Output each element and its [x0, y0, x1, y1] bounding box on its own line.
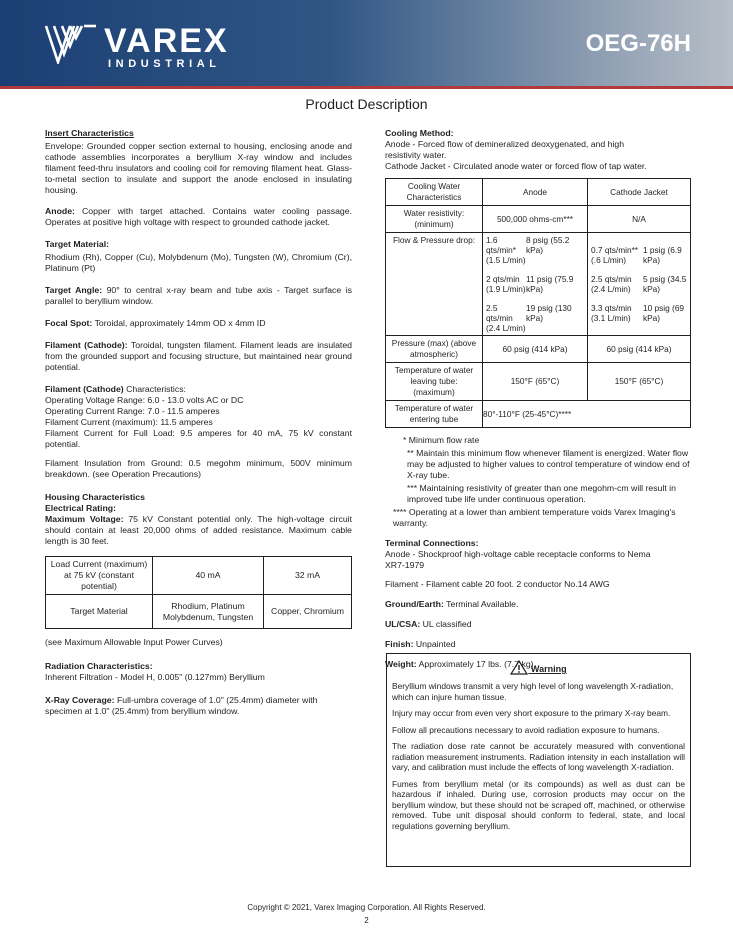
- finish-text: Unpainted: [413, 639, 456, 649]
- table-cell: Rhodium, Platinum Molybdenum, Tungsten: [153, 595, 264, 629]
- focal-spot-label: Focal Spot:: [45, 318, 93, 328]
- table-cell: Target Material: [46, 595, 153, 629]
- table-cell: 150°F (65°C): [483, 363, 588, 401]
- terminal-anode: Anode - Shockproof high-voltage cable receptacle conforms to Nema XR7-1979: [385, 549, 651, 570]
- filament-line: Operating Current Range: 7.0 - 11.5 amperes: [45, 406, 220, 416]
- right-column: [385, 128, 691, 678]
- page-number: 2: [364, 916, 369, 925]
- table-cell: Load Current (maximum) at 75 kV (constant potential): [46, 557, 153, 595]
- flow-value: 2.5 qts/min (2.4 L/min): [486, 303, 526, 333]
- table-cell: 80°-110°F (25-45°C)****: [483, 401, 691, 428]
- housing-heading: Housing Characteristics: [45, 492, 145, 502]
- footnote: **** Operating at a lower than ambient temperature voids Varex Imaging's warranty.: [393, 507, 676, 528]
- anode-flow-cell: [483, 233, 588, 336]
- warning-paragraph: Beryllium windows transmit a very high level of long wavelength X-radiation, which can injure human tissue.: [392, 681, 674, 702]
- table-cell: Flow & Pressure drop:: [386, 233, 483, 336]
- curves-note: (see Maximum Allowable Input Power Curves): [45, 637, 223, 647]
- table-cell: 150°F (65°C): [588, 363, 691, 401]
- table-cell: N/A: [588, 206, 691, 233]
- warning-box: [386, 653, 691, 867]
- cooling-table: [385, 178, 691, 428]
- filament-line: Filament Current for Full Load: 9.5 amperes for 40 mA, 75 kV constant potential.: [45, 428, 352, 449]
- footnotes: [385, 435, 691, 529]
- table-cell: 60 psig (414 kPa): [588, 336, 691, 363]
- table-cell: Pressure (max) (above atmospheric): [386, 336, 483, 363]
- table-header: Anode: [483, 179, 588, 206]
- pressure-value: 5 psig (34.5 kPa): [643, 274, 687, 294]
- pressure-value: 1 psig (6.9 kPa): [643, 245, 682, 265]
- table-row: [386, 363, 691, 401]
- warning-icon: [510, 660, 528, 675]
- table-cell: 500,000 ohms-cm***: [483, 206, 588, 233]
- cathode-flow-cell: [588, 233, 691, 336]
- brand-name: VAREX: [104, 22, 229, 60]
- flow-value: 2.5 qts/min (2.4 L/min): [591, 274, 632, 294]
- warning-title: Warning: [530, 664, 567, 674]
- filament-char-suffix: Characteristics:: [123, 384, 186, 394]
- table-row: [386, 233, 691, 336]
- insert-heading: Insert Characteristics: [45, 128, 134, 138]
- terminal-filament: Filament - Filament cable 20 foot. 2 conductor No.14 AWG: [385, 579, 610, 589]
- max-voltage-label: Maximum Voltage:: [45, 514, 124, 524]
- footnote: * Minimum flow rate: [403, 435, 480, 445]
- page-title: Product Description: [305, 96, 428, 112]
- table-cell: 60 psig (414 kPa): [483, 336, 588, 363]
- table-row: [386, 179, 691, 206]
- target-material-text: Rhodium (Rh), Copper (Cu), Molybdenum (Mo), Tungsten (W), Chromium (Cr), Platinum (Pt): [45, 252, 352, 273]
- table-row: [386, 336, 691, 363]
- left-column: [45, 128, 352, 725]
- table-header: Cathode Jacket: [588, 179, 691, 206]
- target-material-label: Target Material:: [45, 239, 110, 249]
- flow-value: 3.3 qts/min (3.1 L/min): [591, 303, 632, 323]
- warning-paragraph: Injury may occur from even very short exposure to the primary X-ray beam.: [392, 708, 671, 718]
- table-cell: Copper, Chromium: [264, 595, 352, 629]
- focal-spot-text: Toroidal, approximately 14mm OD x 4mm ID: [92, 318, 266, 328]
- table-row: [386, 206, 691, 233]
- flow-value: 0.7 qts/min** (.6 L/min): [591, 245, 639, 265]
- cooling-line: Cathode Jacket - Circulated anode water or forced flow of tap water.: [385, 161, 647, 171]
- table-header: Cooling Water Characteristics: [386, 179, 483, 206]
- finish-label: Finish:: [385, 639, 414, 649]
- table-cell: Water resistivity: (minimum): [386, 206, 483, 233]
- ground-label: Ground/Earth:: [385, 599, 444, 609]
- table-row: [46, 557, 352, 595]
- varex-logo: [44, 22, 252, 72]
- ground-text: Terminal Available.: [443, 599, 519, 609]
- pressure-value: 10 psig (69 kPa): [643, 303, 685, 323]
- copyright: Copyright © 2021, Varex Imaging Corporation. All Rights Reserved.: [247, 903, 486, 912]
- warning-paragraph: Follow all precautions necessary to avoid radiation exposure to humans.: [392, 724, 660, 735]
- table-row: [46, 595, 352, 629]
- filament-label: Filament (Cathode):: [45, 340, 128, 350]
- filament-line: Operating Voltage Range: 6.0 - 13.0 volts AC or DC: [45, 395, 244, 405]
- table-row: [386, 401, 691, 428]
- model-number: OEG-76H: [585, 30, 691, 57]
- filament-char-label: Filament (Cathode): [45, 384, 124, 394]
- varex-logo-icon: [44, 24, 100, 64]
- target-angle-label: Target Angle:: [45, 285, 103, 295]
- table-cell: 40 mA: [153, 557, 264, 595]
- max-voltage-text: 75 kV Constant potential only. The high-voltage circuit should contain at least 20,000 ohms of added resistance. Maximum cable length is 30 feet.: [45, 514, 353, 546]
- terminal-label: Terminal Connections:: [385, 538, 479, 548]
- pressure-value: 8 psig (55.2 kPa): [526, 235, 570, 255]
- table-cell: Temperature of water leaving tube: (maximum): [386, 363, 483, 401]
- xray-text: Full-umbra coverage of 1.0" (25.4mm) diameter with specimen at 1.0" (25.4mm) from beryllium window.: [45, 695, 318, 716]
- xray-label: X-Ray Coverage:: [45, 695, 115, 705]
- weight-text: Approximately 17 lbs. (7.7 kg): [416, 659, 534, 669]
- flow-value: 1.6 qts/min* (1.5 L/min): [486, 235, 526, 265]
- warning-paragraph: Fumes from beryllium metal (or its compounds) as well as dust can be hazardous if inhaled. During use, corrosion products may occur on the beryllium window, but these should not be scraped off, machined, or otherwise removed. Tube unit disposal should conform to federal, state, and local regulations governing beryllium.: [392, 778, 685, 831]
- filament-line: Filament Current (maximum): 11.5 amperes: [45, 417, 213, 427]
- pressure-value: 11 psig (75.9 kPa): [526, 274, 574, 294]
- cooling-label: Cooling Method:: [385, 128, 454, 138]
- radiation-text: Inherent Filtration - Model H, 0.005" (0.127mm) Beryllium: [45, 672, 265, 682]
- header-divider: [0, 86, 733, 89]
- table-cell: Temperature of water entering tube: [386, 401, 483, 428]
- table-cell: 32 mA: [264, 557, 352, 595]
- anode-label: Anode:: [45, 206, 75, 216]
- insert-text: Envelope: Grounded copper section external to housing, enclosing anode and cathode assemblies incorporates a beryllium X-ray window and includes filament feed-thru insulators and cooling coil for removing filament heat. Glass-to-metal section to insulate and support the anode enclosed in insulating housing.: [45, 141, 352, 195]
- warning-paragraph: The radiation dose rate cannot be accurately measured with conventional radiation measurement instruments. Radiation intensity in each installation will vary, and calibration must include the effects of long wavelength X-radiation.: [392, 741, 685, 772]
- target-angle-text: 90° to central x-ray beam and tube axis - Target surface is parallel to beryllium window.: [45, 285, 352, 306]
- anode-text: Copper with target attached. Contains water cooling passage. Operates at positive high voltage with respect to grounded cathode jacket.: [45, 206, 352, 227]
- insulation-text: Filament Insulation from Ground: 0.5 megohm minimum, 500V minimum breakdown. (see Operation Precautions): [45, 458, 352, 479]
- pressure-value: 19 psig (130 kPa): [526, 303, 572, 323]
- warning-title-row: [392, 660, 685, 675]
- footnote: ** Maintain this minimum flow whenever filament is energized. Water flow may be adjusted to higher values to control temperature of window end of X-ray tube.: [407, 448, 690, 480]
- ul-text: UL classified: [420, 619, 472, 629]
- header-banner: [0, 0, 733, 86]
- weight-label: Weight:: [385, 659, 417, 669]
- flow-value: 2 qts/min (1.9 L/min): [486, 274, 526, 294]
- footnote: *** Maintaining resistivity of greater than one megohm-cm will result in improved tube life under continuous operation.: [407, 483, 676, 504]
- filament-text: Toroidal, tungsten filament. Filament leads are insulated from the grounded support and focusing structure, but maintained near ground potential.: [45, 340, 352, 372]
- load-table: [45, 556, 352, 629]
- brand-subtitle: INDUSTRIAL: [108, 58, 221, 70]
- radiation-label: Radiation Characteristics:: [45, 661, 153, 671]
- cooling-line: Anode - Forced flow of demineralized deoxygenated, and high resistivity water.: [385, 139, 625, 160]
- electrical-heading: Electrical Rating:: [45, 503, 116, 513]
- ul-label: UL/CSA:: [385, 619, 421, 629]
